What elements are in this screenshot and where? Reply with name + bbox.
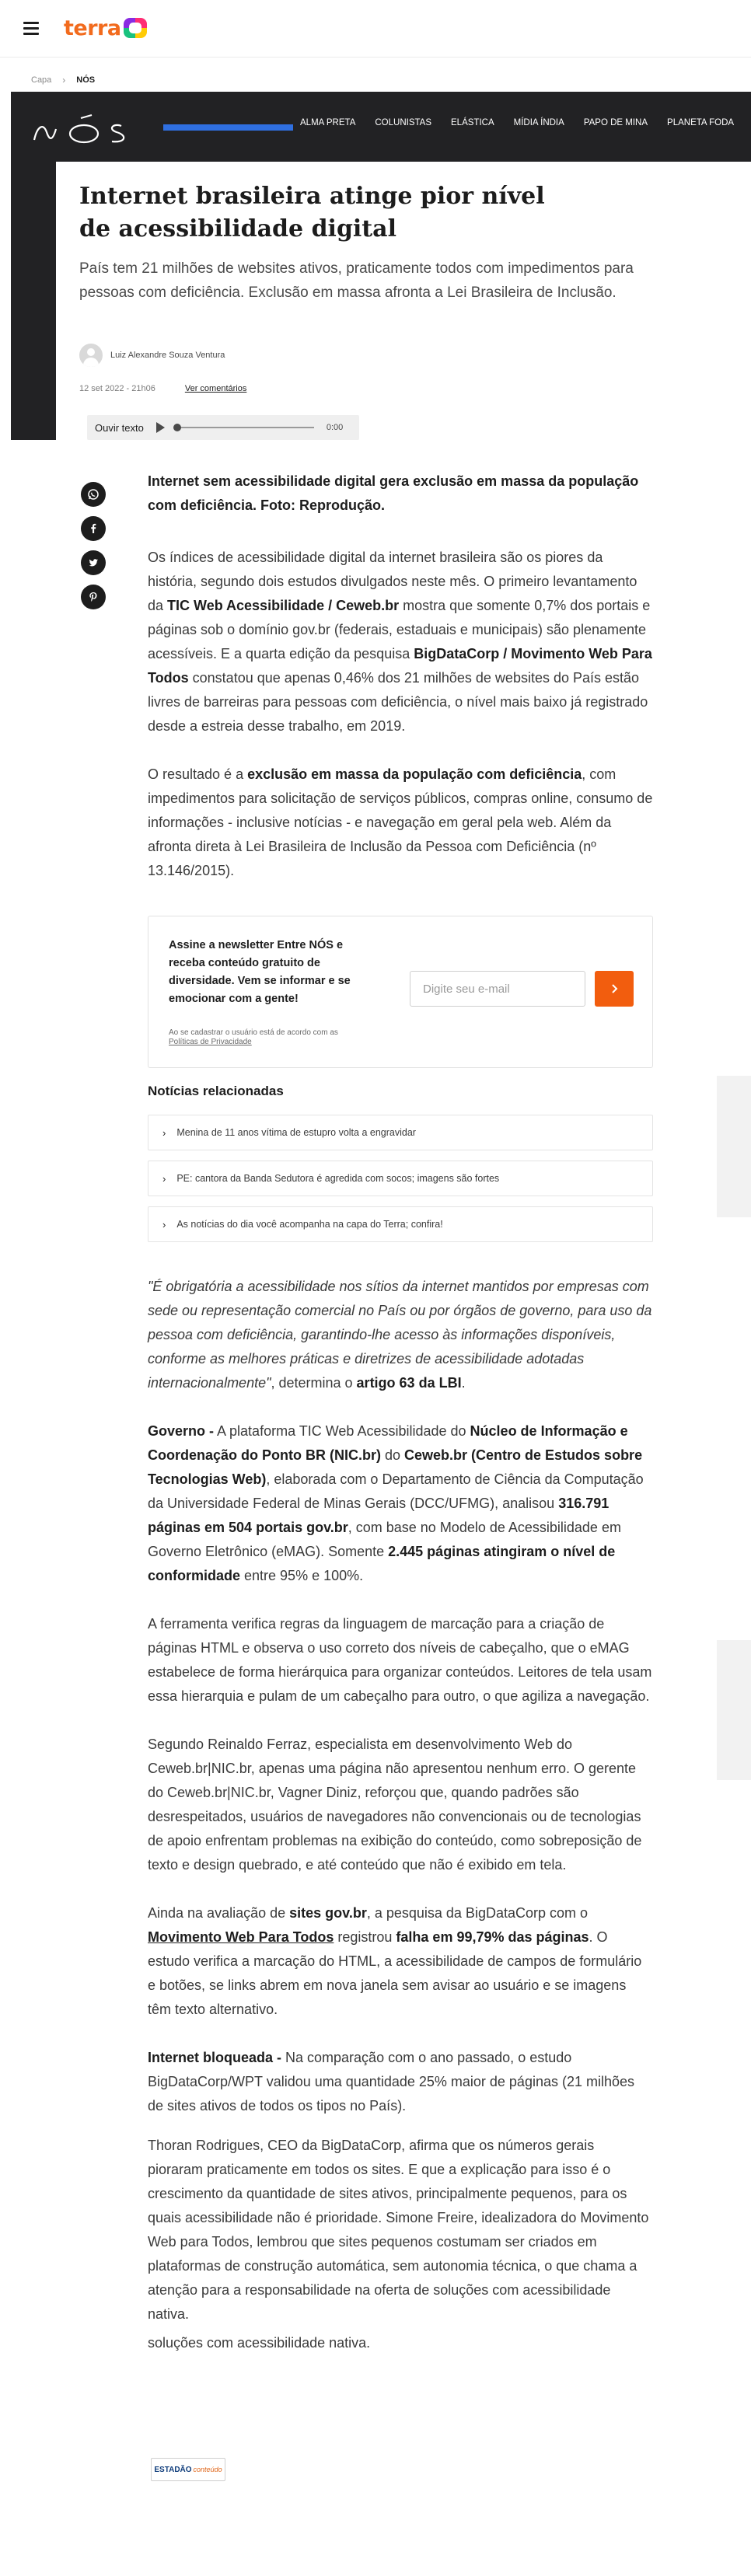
paragraph-10: soluções com acessibilidade nativa. (148, 2335, 371, 2351)
masthead-accent-line (163, 124, 293, 131)
paragraph-6: Segundo Reinaldo Ferraz, especialista em desenvolvimento Web do Ceweb.br|NIC.br, apenas uma página não apresentou nenhum erro. O gerente do Ceweb.br|NIC.br, Vagner Diniz, reforçou que, quando padrões são desrespeitados, usuários de navegadores não convencionais ou de tecnologias de apoio enfrentam problemas na exibição do conteúdo, como sobreposição de texto e design quebrado, e até conteúdo que não é exibido em tela. (148, 1737, 642, 1873)
breadcrumb-current[interactable]: NÓS (76, 75, 96, 85)
newsletter-box (148, 916, 653, 1068)
related-news-item[interactable]: › Menina de 11 anos vítima de estupro volta a engravidar (148, 1115, 653, 1150)
related-news-list (148, 1115, 653, 1252)
paragraph-7: Ainda na avaliação de sites gov.br, a pesquisa da BigDataCorp com o Movimento Web Para Todos registrou falha em 99,79% das páginas. O estudo verifica a marcação do HTML, a acessibilidade de campos de formulário e botões, se links abrem em nova janela sem avisar ao usuário e se imagens têm texto alternativo. (148, 1905, 642, 2017)
audio-time: 0:00 (326, 423, 344, 432)
privacy-policy-link[interactable]: Políticas de Privacidade (169, 1038, 252, 1046)
audio-progress-slider[interactable] (176, 427, 314, 428)
ad-placeholder (717, 1640, 751, 1780)
nav-alma-preta[interactable]: ALMA PRETA (300, 118, 356, 127)
ad-placeholder (717, 1076, 751, 1217)
facebook-icon[interactable] (81, 516, 106, 541)
paragraph-5: A ferramenta verifica regras da linguagem de marcação para a criação de páginas HTML e observa o uso correto dos níveis de cabeçalho, que o eMAG estabelece de forma hierárquica para organizar conteúdos. Leitores de tela usam essa hierarquia e pulam de um cabeçalho para outro, o que agiliza a navegação. (148, 1616, 652, 1704)
paragraph-9: Thoran Rodrigues, CEO da BigDataCorp, afirma que os números gerais pioraram praticamente em todos os sites. E que a explicação para isso é o crescimento da quantidade de sites ativos, principalmente pequenos, para os quais acessibilidade não é prioridade. Simone Freire, idealizadora do Movimento Web para Todos, lembrou que sites pequenos costumam ser criados em plataformas de construção automática, sem autonomia técnica, o que chama a atenção para a responsabilidade na oferta de soluções com acessibilidade nativa. (148, 2138, 649, 2322)
audio-progress-knob[interactable] (173, 424, 181, 431)
article-body (148, 469, 653, 907)
breadcrumb-home-link[interactable]: Capa (31, 75, 52, 85)
newsletter-privacy-note: Ao se cadastrar o usuário está de acordo com as Políticas de Privacidade (169, 1028, 338, 1046)
chevron-right-icon (609, 983, 620, 994)
article-subtitle: País tem 21 milhões de websites ativos, praticamente todos com impedimentos para pessoas com deficiência. Exclusão em massa afronta a Lei Brasileira de Inclusão. (79, 260, 634, 301)
image-caption: Internet sem acessibilidade digital gera exclusão em massa da população com deficiência. Foto: Reprodução. (148, 473, 639, 513)
chevron-right-icon: › (162, 1126, 166, 1139)
paragraph-3: "É obrigatória a acessibilidade nos sítios da internet mantidos por empresas com sede ou representação comercial no País ou por órgãos de governo, para uso da pessoa com deficiência, garantindo-lhe acesso às informações disponíveis, conforme as melhores práticas e diretrizes de acessibilidade adotadas internacionalmente", determina o artigo 63 da LBI. (148, 1279, 652, 1391)
audio-label: Ouvir texto (95, 421, 144, 434)
site-header (0, 0, 751, 58)
hamburger-menu-icon[interactable] (23, 22, 39, 34)
nav-papo-de-mina[interactable]: PAPO DE MINA (583, 118, 648, 127)
nav-colunistas[interactable]: COLUNISTAS (375, 118, 432, 127)
pinterest-icon[interactable] (81, 585, 106, 609)
twitter-icon[interactable] (81, 550, 106, 575)
article-header (56, 162, 751, 440)
newsletter-submit-button[interactable] (595, 971, 634, 1007)
author-row (79, 344, 225, 367)
article-meta (79, 384, 246, 393)
paragraph-8: Internet bloqueada - Na comparação com o ano passado, o estudo BigDataCorp/WPT validou uma quantidade 25% maior de páginas (21 milhões de sites ativos de todos os tipos no País). (148, 2050, 635, 2114)
article-title: Internet brasileira atinge pior nível de acessibilidade digital (79, 183, 545, 243)
nav-midia-india[interactable]: MÍDIA ÍNDIA (513, 118, 564, 127)
author-name[interactable]: Luiz Alexandre Souza Ventura (110, 351, 225, 360)
section-nav (300, 118, 751, 127)
breadcrumb (0, 68, 751, 92)
audio-player (87, 415, 359, 440)
article-body-continued (148, 1275, 653, 2379)
nos-logo-icon[interactable] (30, 112, 162, 148)
newsletter-email-input[interactable] (410, 971, 585, 1007)
related-news-item[interactable]: › PE: cantora da Banda Sedutora é agredida com socos; imagens são fortes (148, 1161, 653, 1196)
share-bar (81, 482, 106, 619)
related-news-item[interactable]: › As notícias do dia você acompanha na capa do Terra; confira! (148, 1206, 653, 1242)
chevron-right-icon: › (162, 1218, 166, 1230)
newsletter-text: Assine a newsletter Entre NÓS e receba conteúdo gratuito de diversidade. Vem se informar e se emocionar com a gente! (169, 939, 351, 1005)
chevron-right-icon: › (162, 1172, 166, 1185)
movimento-web-link[interactable]: Movimento Web Para Todos (148, 1929, 334, 1945)
whatsapp-icon[interactable] (81, 482, 106, 507)
related-news-title: Notícias relacionadas (148, 1084, 284, 1098)
paragraph-4: Governo - A plataforma TIC Web Acessibilidade do Núcleo de Informação e Coordenação do Ponto BR (NIC.br) do Ceweb.br (Centro de Estudos sobre Tecnologias Web), elaborada com o Departamento de Ciência da Computação da Universidade Federal de Minas Gerais (DCC/UFMG), analisou 316.791 páginas em 504 portais gov.br, com base no Modelo de Acessibilidade em Governo Eletrônico (eMAG). Somente 2.445 páginas atingiram o nível de conformidade entre 95% e 100%. (148, 1423, 644, 1583)
publish-date: 12 set 2022 - 21h06 (79, 384, 155, 393)
terra-logo[interactable] (64, 14, 147, 42)
paragraph-1: Os índices de acessibilidade digital da internet brasileira são os piores da história, segundo dois estudos divulgados neste mês. O primeiro levantamento da TIC Web Acessibilidade / Ceweb.br mostra que somente 0,7% dos portais e páginas sob o domínio gov.br (federais, estaduais e municipais) são plenamente acessíveis. E a quarta edição da pesquisa BigDataCorp / Movimento Web Para Todos constatou que apenas 0,46% dos 21 milhões de websites do País estão livres de barreiras para pessoas com deficiência, o nível mais baixo já registrado desde a estreia desse trabalho, em 2019. (148, 550, 652, 734)
logo-text: terra (64, 16, 121, 40)
logo-mark-icon (124, 18, 147, 38)
breadcrumb-separator-icon: › (62, 75, 66, 86)
nav-planeta-foda[interactable]: PLANETA FODA (667, 118, 735, 127)
estadao-conteudo-logo: ESTADÃO conteúdo (151, 2458, 225, 2481)
play-icon[interactable] (156, 422, 165, 433)
author-avatar[interactable] (79, 344, 103, 367)
nav-elastica[interactable]: ELÁSTICA (451, 118, 494, 127)
comments-link[interactable]: Ver comentários (184, 384, 247, 393)
paragraph-2: O resultado é a exclusão em massa da população com deficiência, com impedimentos para solicitação de serviços públicos, compras online, consumo de informações - inclusive notícias - e navegação em geral pela web. Além da afronta direta à Lei Brasileira de Inclusão da Pessoa com Deficiência (nº 13.146/2015). (148, 766, 653, 878)
